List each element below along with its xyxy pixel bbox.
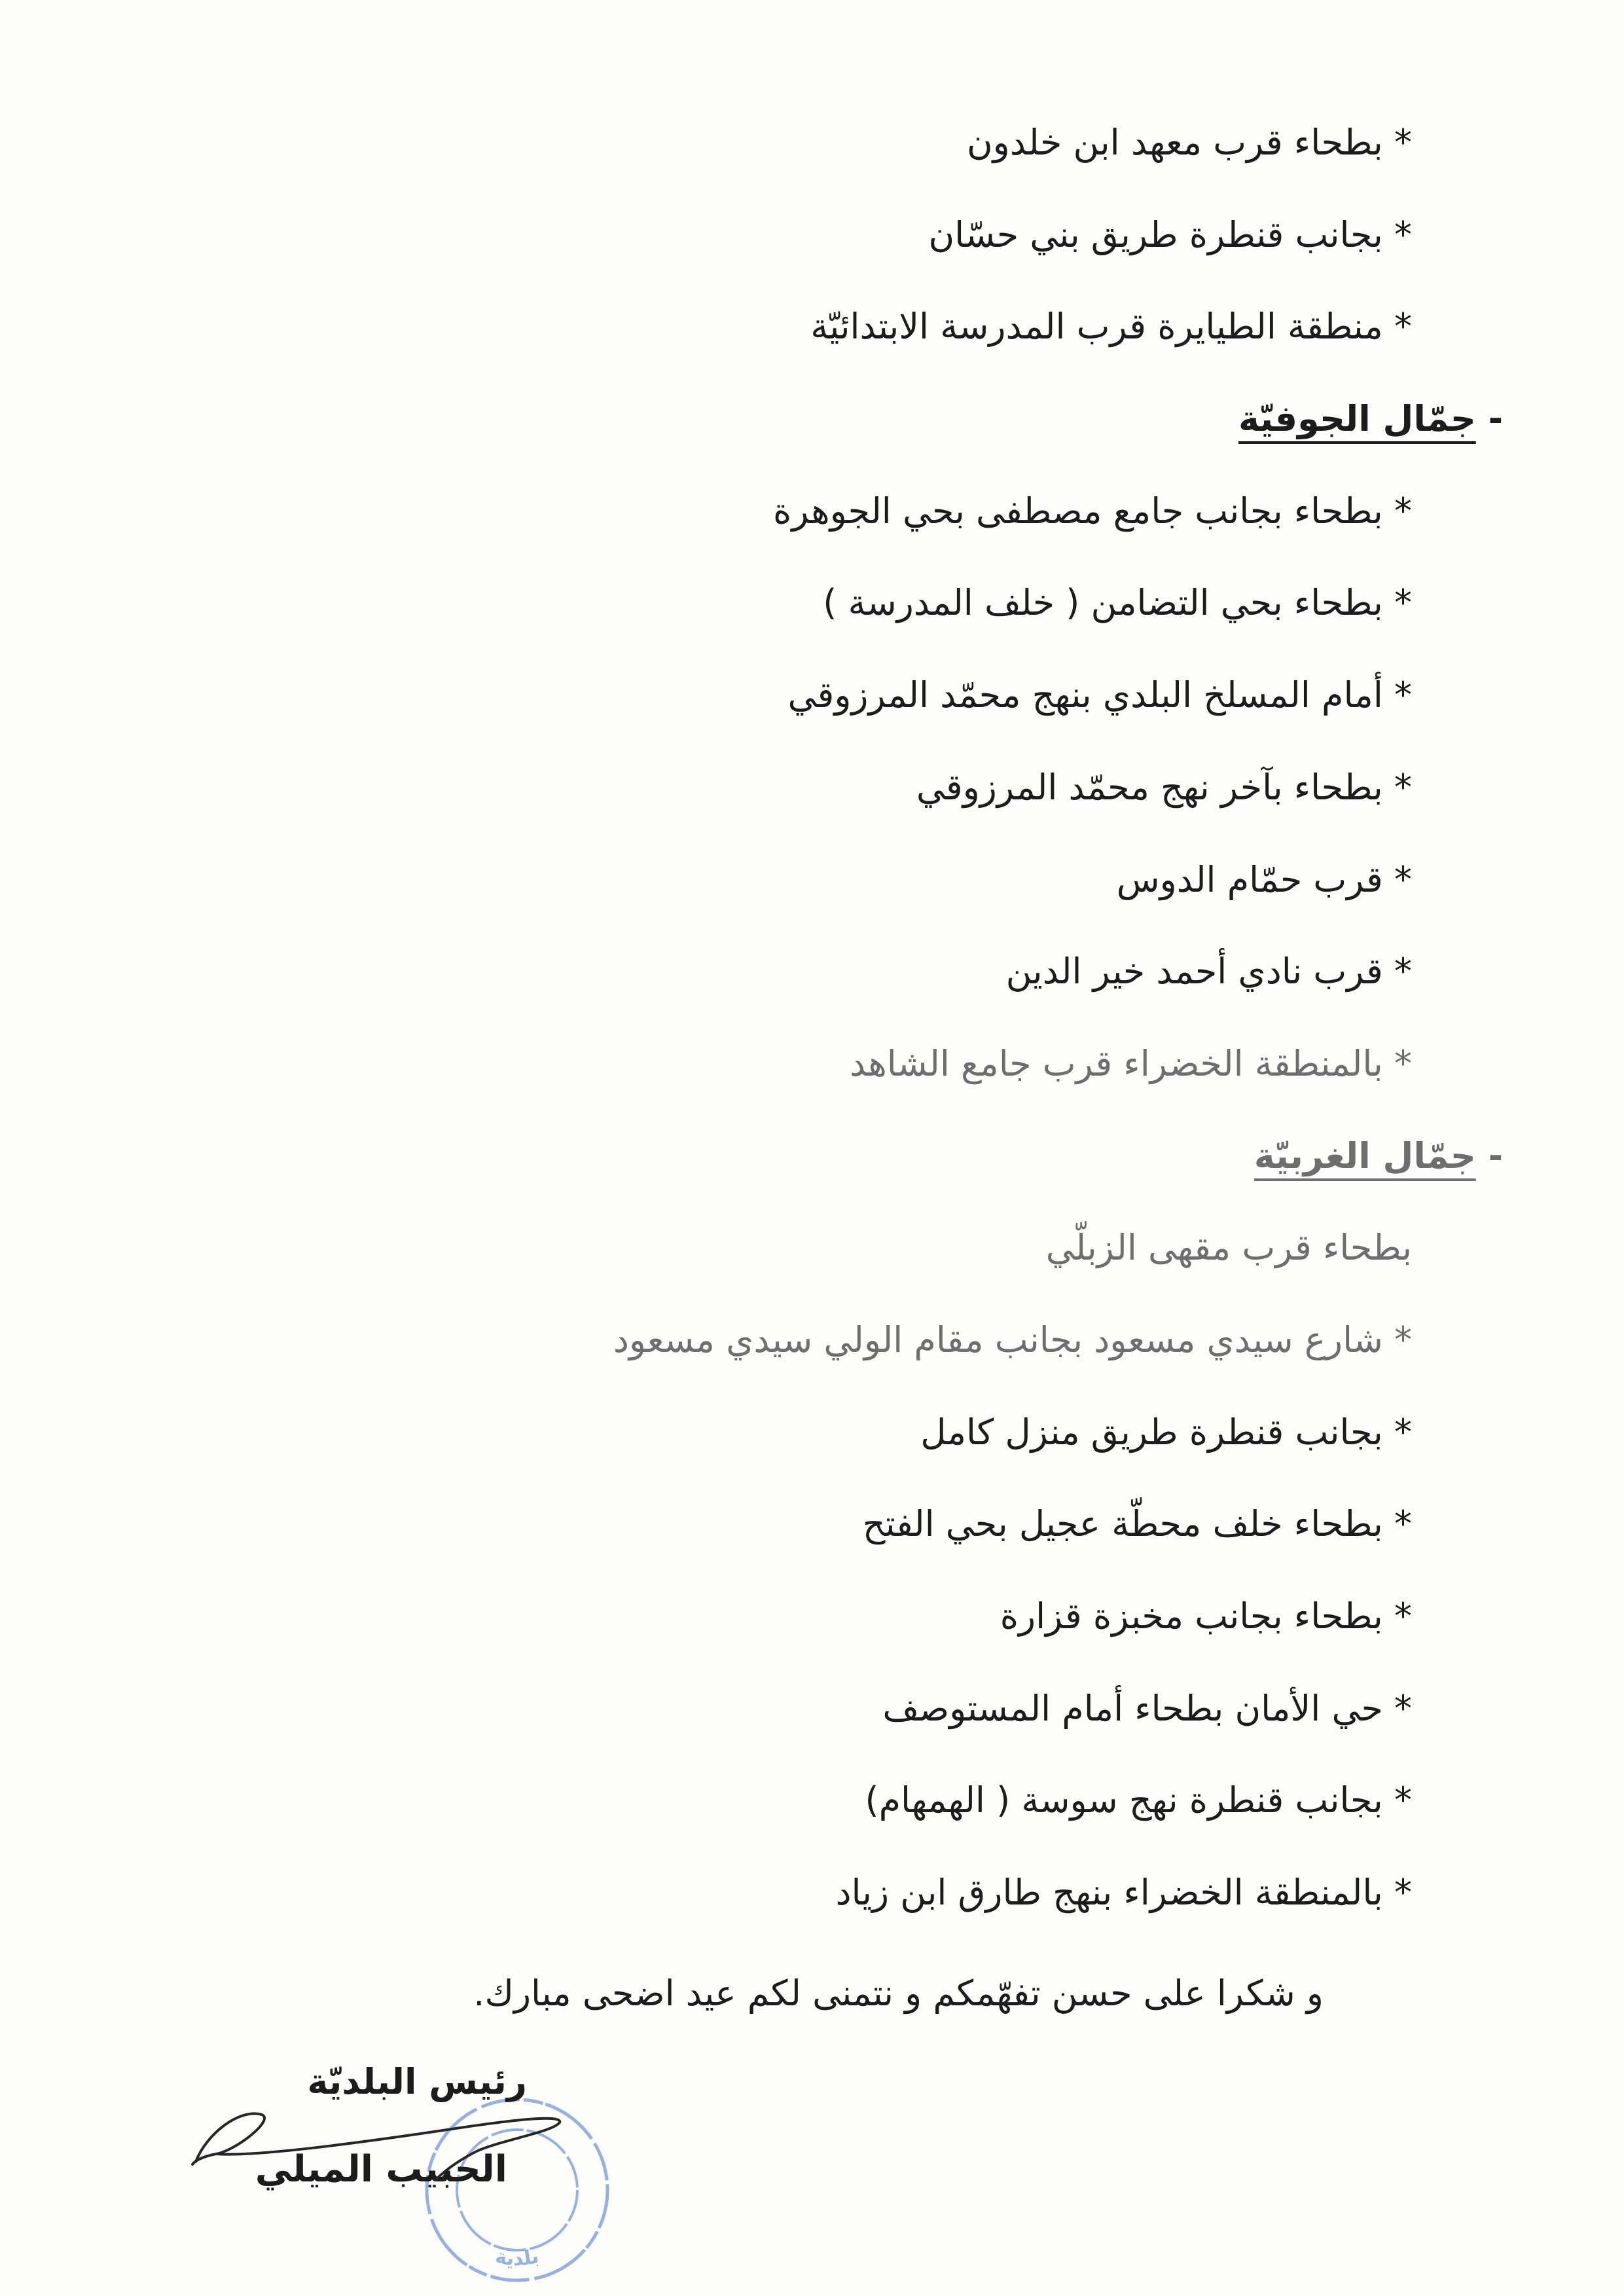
heading-dash: - — [1488, 1135, 1503, 1176]
signatory-title: رئيس البلديّة — [307, 2061, 527, 2102]
list-item: * بطحاء بآخر نهج محمّد المرزوقي — [916, 766, 1412, 808]
list-item: * بالمنطقة الخضراء قرب جامع الشاهد — [849, 1042, 1412, 1084]
list-item: * أمام المسلخ البلدي بنهج محمّد المرزوقي — [787, 674, 1412, 716]
list-item: * حي الأمان بطحاء أمام المستوصف — [882, 1687, 1412, 1729]
list-item: * قرب نادي أحمد خير الدين — [1005, 951, 1412, 993]
signature-stroke — [196, 2113, 560, 2180]
list-item: * بجانب قنطرة نهج سوسة ( الهمهام) — [865, 1779, 1412, 1821]
list-item: * قرب حمّام الدوس — [1116, 858, 1412, 900]
list-item: * بطحاء بحي التضامن ( خلف المدرسة ) — [823, 582, 1412, 624]
closing-sentence: و شكرا على حسن تفهّمكم و نتمنى لكم عيد اضحى مبارك. — [473, 1972, 1324, 2014]
list-item: * بجانب قنطرة طريق بني حسّان — [928, 213, 1412, 255]
signatory-name: الحبيب الميلي — [255, 2148, 507, 2191]
list-item: * منطقة الطيايرة قرب المدرسة الابتدائيّة — [810, 306, 1412, 348]
list-item: * شارع سيدي مسعود بجانب مقام الولي سيدي مسعود — [613, 1319, 1412, 1360]
list-item: * بجانب قنطرة طريق منزل كامل — [920, 1411, 1412, 1453]
heading-dash: - — [1488, 398, 1503, 440]
document-body — [0, 97, 1624, 2039]
list-item: * بطحاء بجانب جامع مصطفى بحي الجوهرة — [773, 490, 1412, 532]
heading-title: جمّال الجوفيّة — [1238, 398, 1476, 440]
heading-title: جمّال الغربيّة — [1254, 1135, 1476, 1176]
stamp-text: بلدية — [493, 2244, 541, 2271]
list-item: * بالمنطقة الخضراء بنهج طارق ابن زياد — [835, 1872, 1412, 1914]
list-item: * بطحاء بجانب مخبزة قزارة — [1000, 1595, 1412, 1637]
list-item: * بطحاء خلف محطّة عجيل بحي الفتح — [862, 1503, 1412, 1545]
section-heading — [0, 1110, 1624, 1203]
handwritten-signature — [177, 2088, 596, 2226]
list-item: * بطحاء قرب معهد ابن خلدون — [967, 122, 1412, 163]
section-heading — [0, 373, 1624, 465]
list-item: بطحاء قرب مقهى الزبلّي — [1045, 1227, 1412, 1269]
